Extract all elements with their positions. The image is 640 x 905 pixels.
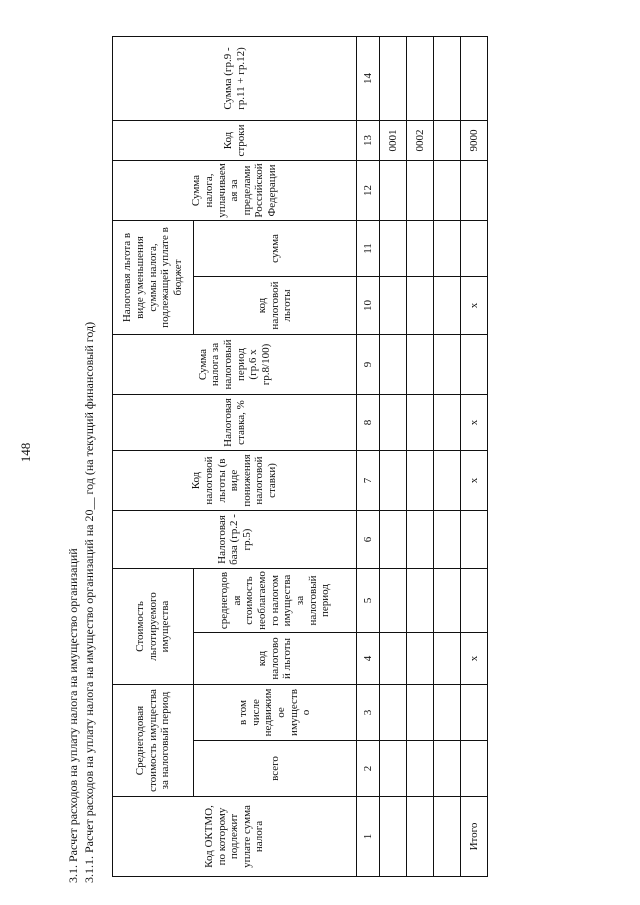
- table-cell: [434, 335, 461, 395]
- table-cell: x: [461, 277, 488, 335]
- column-number: 2: [357, 741, 380, 797]
- table-cell: [434, 569, 461, 633]
- column-number: 7: [357, 451, 380, 511]
- table-cell: [380, 741, 407, 797]
- table-cell: [380, 633, 407, 685]
- total-label: Итого: [461, 797, 488, 877]
- col-header-avg-cost: Среднегодовая стоимость имущества за налоговый период: [113, 685, 194, 797]
- table-cell: [380, 685, 407, 741]
- table-cell: [461, 335, 488, 395]
- table-row: [380, 37, 407, 877]
- table-cell: [434, 221, 461, 277]
- table-cell: [407, 221, 434, 277]
- table-cell: [380, 221, 407, 277]
- subsection-heading: 3.1.1. Расчет расходов на уплату налога на имущество организаций на 20__ год (на текущий финансовый год): [82, 321, 96, 883]
- table-cell: [461, 685, 488, 741]
- table-cell: [407, 633, 434, 685]
- table-cell: [461, 741, 488, 797]
- col-header-tax-abroad: Сумма налога, уплачиваемая за пределами Российской Федерации: [113, 161, 357, 221]
- column-number: 12: [357, 161, 380, 221]
- table-cell: [407, 797, 434, 877]
- col-header-benefit-reduce: Налоговая льгота в виде уменьшения суммы налога, подлежащей уплате в бюджет: [113, 221, 194, 335]
- table-cell: [461, 37, 488, 121]
- section-heading: 3.1. Расчет расходов на уплату налога на имущество организаций: [66, 548, 80, 883]
- table-body: [380, 37, 488, 877]
- table-cell: [434, 741, 461, 797]
- table-cell: [407, 395, 434, 451]
- table-cell: [380, 161, 407, 221]
- table-cell: [434, 511, 461, 569]
- table-cell: [461, 161, 488, 221]
- table-cell: [434, 395, 461, 451]
- table-cell: [380, 277, 407, 335]
- table-cell: [434, 451, 461, 511]
- table-cell: [407, 37, 434, 121]
- column-number: 6: [357, 511, 380, 569]
- table-cell: x: [461, 451, 488, 511]
- column-number: 5: [357, 569, 380, 633]
- table-cell: 0001: [380, 121, 407, 161]
- col-header-avg-cost-non-taxable: среднегодовая стоимость необлагаемого налогом имущества за налоговый период: [194, 569, 357, 633]
- column-number: 13: [357, 121, 380, 161]
- col-header-privileged-cost: Стоимость льготируемого имущества: [113, 569, 194, 685]
- table-cell: 0002: [407, 121, 434, 161]
- column-number: 1: [357, 797, 380, 877]
- table-cell: x: [461, 395, 488, 451]
- header-row-1: [113, 37, 194, 877]
- total-row: [461, 37, 488, 877]
- table-cell: [434, 37, 461, 121]
- column-number: 8: [357, 395, 380, 451]
- table-cell: [380, 335, 407, 395]
- table-cell: [380, 451, 407, 511]
- table-cell: [407, 741, 434, 797]
- column-number: 10: [357, 277, 380, 335]
- table-cell: [407, 569, 434, 633]
- col-header-total-sum: Сумма (гр.9 - гр.11 + гр.12): [113, 37, 357, 121]
- column-number-row: [357, 37, 380, 877]
- table-row: [434, 37, 461, 877]
- col-header-tax-amount: Сумма налога за налоговый период (гр.6 x гр.8/100): [113, 335, 357, 395]
- table-cell: [407, 277, 434, 335]
- col-header-avg-cost-real-estate: в том числе недвижимое имущество: [194, 685, 357, 741]
- table-cell: [461, 511, 488, 569]
- col-header-avg-cost-total: всего: [194, 741, 357, 797]
- col-header-oktmo: Код ОКТМО, по которому подлежит уплате сумма налога: [113, 797, 357, 877]
- col-header-tax-rate: Налоговая ставка, %: [113, 395, 357, 451]
- table-cell: [461, 569, 488, 633]
- table-cell: [461, 221, 488, 277]
- table-cell: [380, 511, 407, 569]
- table-cell: [434, 685, 461, 741]
- col-header-row-code: Код строки: [113, 121, 357, 161]
- table-cell: [434, 633, 461, 685]
- column-number: 11: [357, 221, 380, 277]
- table-cell: [407, 685, 434, 741]
- table-cell: [380, 569, 407, 633]
- table-cell: [380, 395, 407, 451]
- col-header-benefit-code-rate: Код налоговой льготы (в виде понижения налоговой ставки): [113, 451, 357, 511]
- table-cell: 9000: [461, 121, 488, 161]
- table-cell: [434, 277, 461, 335]
- column-number: 3: [357, 685, 380, 741]
- column-number: 4: [357, 633, 380, 685]
- tax-calculation-table: [112, 36, 488, 877]
- column-number: 14: [357, 37, 380, 121]
- column-number: 9: [357, 335, 380, 395]
- table-cell: [434, 161, 461, 221]
- table-cell: [407, 335, 434, 395]
- table-cell: [434, 797, 461, 877]
- table-row: [407, 37, 434, 877]
- col-header-benefit-reduce-sum: сумма: [194, 221, 357, 277]
- table-cell: x: [461, 633, 488, 685]
- col-header-tax-base: Налоговая база (гр.2 - гр.5): [113, 511, 357, 569]
- col-header-benefit-reduce-code: код налоговой льготы: [194, 277, 357, 335]
- page-number: 148: [18, 442, 33, 463]
- table-cell: [407, 511, 434, 569]
- table-cell: [380, 797, 407, 877]
- table-cell: [380, 37, 407, 121]
- table-cell: [434, 121, 461, 161]
- col-header-benefit-code: код налоговой льготы: [194, 633, 357, 685]
- table-cell: [407, 161, 434, 221]
- table-cell: [407, 451, 434, 511]
